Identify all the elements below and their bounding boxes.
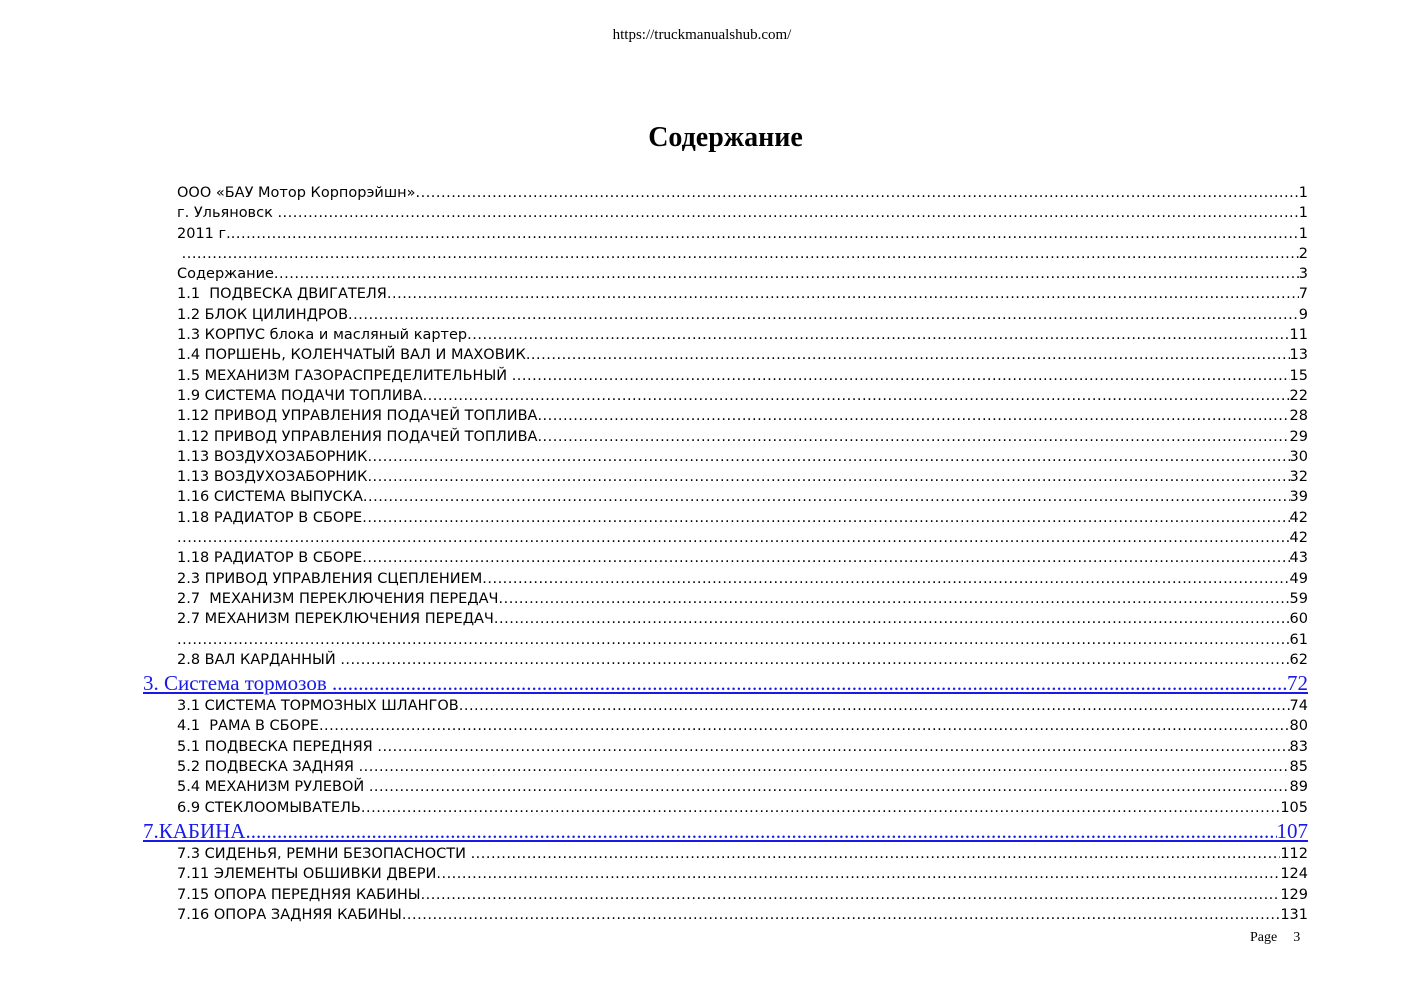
toc-leader-dots: [471, 844, 1281, 864]
toc-leader-dots: [182, 244, 1299, 264]
toc-leader-dots: [482, 569, 1289, 589]
toc-entry: [177, 487, 1308, 507]
toc-entry-label: 7.15 ОПОРА ПЕРЕДНЯЯ КАБИНЫ: [177, 886, 421, 903]
toc-leader-dots: [367, 447, 1289, 467]
toc-entry-label: 5.4 МЕХАНИЗМ РУЛЕВОЙ: [177, 779, 369, 796]
toc-entry: [177, 203, 1308, 223]
toc-entry: [177, 508, 1308, 528]
toc-entry: [177, 757, 1308, 777]
toc-leader-dots: [367, 467, 1289, 487]
toc-entry-label: 5.1 ПОДВЕСКА ПЕРЕДНЯЯ: [177, 738, 378, 755]
toc-entry-page: 124: [1280, 866, 1308, 883]
toc-entry-page: 9: [1298, 306, 1308, 323]
toc-leader-dots: [340, 650, 1289, 670]
toc-leader-dots: [467, 325, 1289, 345]
toc-leader-dots: [512, 366, 1290, 386]
toc-entry-label: 1.13 ВОЗДУХОЗАБОРНИК: [177, 469, 368, 486]
toc-entry: [177, 569, 1308, 589]
toc-leader-dots: [332, 670, 1287, 696]
toc-entry: [177, 650, 1308, 670]
header-url: https://truckmanualshub.com/: [612, 27, 792, 43]
toc-entry: [177, 885, 1308, 905]
toc-entry-page: 112: [1280, 845, 1308, 862]
toc-entry-label: 2.8 ВАЛ КАРДАННЫЙ: [177, 651, 341, 668]
toc-entry-label: 1.2 БЛОК ЦИЛИНДРОВ: [177, 306, 349, 323]
toc-entry: [177, 548, 1308, 568]
toc-entry-label: 7.11 ЭЛЕМЕНТЫ ОБШИВКИ ДВЕРИ: [177, 866, 437, 883]
toc-leader-dots: [363, 487, 1290, 507]
toc-entry-page: 32: [1289, 469, 1308, 486]
toc-entry: [177, 447, 1308, 467]
toc-entry-label: 2.7 МЕХАНИЗМ ПЕРЕКЛЮЧЕНИЯ ПЕРЕДАЧ: [177, 611, 494, 628]
toc-entry: [177, 737, 1308, 757]
toc-entry-label: 7.КАБИНА: [143, 818, 246, 843]
toc-entry-page: 61: [1289, 631, 1308, 648]
toc-leader-dots: [537, 427, 1289, 447]
toc-leader-dots: [402, 905, 1281, 925]
toc-entry-label: г. Ульяновск: [177, 205, 278, 222]
toc-entry-label: 1.12 ПРИВОД УПРАВЛЕНИЯ ПОДАЧЕЙ ТОПЛИВА: [177, 408, 538, 425]
toc-entry: [177, 244, 1308, 264]
toc-entry: [177, 264, 1308, 284]
toc-entry-label: 1.18 РАДИАТОР В СБОРЕ: [177, 550, 363, 567]
toc-entry-label: 5.2 ПОДВЕСКА ЗАДНЯЯ: [177, 759, 359, 776]
toc-entry: [177, 386, 1308, 406]
toc-entry-page: 72: [1287, 671, 1308, 696]
toc-entry: [177, 864, 1308, 884]
toc-entry-label: 1.9 СИСТЕМА ПОДАЧИ ТОПЛИВА: [177, 387, 423, 404]
toc-entry-page: 13: [1289, 347, 1308, 364]
toc-entry-label: Содержание: [177, 266, 274, 283]
toc-entry: [177, 905, 1308, 925]
toc-entry-label: 2.7 МЕХАНИЗМ ПЕРЕКЛЮЧЕНИЯ ПЕРЕДАЧ: [177, 590, 499, 607]
toc-entry-label: 1.13 ВОЗДУХОЗАБОРНИК: [177, 448, 368, 465]
page-footer: [1250, 930, 1300, 946]
toc-entry-page: 2: [1298, 245, 1308, 262]
toc-entry-page: 85: [1289, 759, 1308, 776]
toc-entry-label: 1.4 ПОРШЕНЬ, КОЛЕНЧАТЫЙ ВАЛ И МАХОВИК: [177, 347, 526, 364]
toc-leader-dots: [369, 777, 1290, 797]
toc-leader-dots: [245, 818, 1276, 844]
toc-leader-dots: [319, 716, 1290, 736]
toc-leader-dots: [415, 183, 1298, 203]
toc-entry: [177, 224, 1308, 244]
toc-leader-dots: [277, 203, 1298, 223]
toc-entry: [177, 467, 1308, 487]
toc-entry-page: 15: [1289, 367, 1308, 384]
toc-leader-dots: [362, 508, 1289, 528]
toc-entry-page: 7: [1298, 286, 1308, 303]
toc-entry-label: 1.3 КОРПУС блока и масляный картер: [177, 327, 468, 344]
toc-entry-label: 1.1 ПОДВЕСКА ДВИГАТЕЛЯ: [177, 286, 387, 303]
toc-entry: [177, 696, 1308, 716]
toc-entry-label: 1.18 РАДИАТОР В СБОРЕ: [177, 509, 363, 526]
toc-entry-page: 29: [1289, 428, 1308, 445]
toc-entry: [177, 589, 1308, 609]
page-title: Содержание: [648, 122, 803, 153]
toc-entry-page: 62: [1289, 651, 1308, 668]
toc-entry: [177, 284, 1308, 304]
toc-leader-dots: [361, 798, 1280, 818]
toc-entry-page: 129: [1280, 886, 1308, 903]
toc-entry-label: 1.5 МЕХАНИЗМ ГАЗОРАСПРЕДЕЛИТЕЛЬНЫЙ: [177, 367, 512, 384]
table-of-contents: [0, 183, 1404, 925]
toc-leader-dots: [436, 864, 1280, 884]
toc-entry-page: 30: [1289, 448, 1308, 465]
toc-entry-page: 60: [1289, 611, 1308, 628]
toc-entry-page: 22: [1289, 387, 1308, 404]
toc-leader-dots: [526, 345, 1290, 365]
toc-leader-dots: [177, 630, 1290, 650]
toc-entry-label: 3. Система тормозов: [143, 671, 332, 696]
toc-entry: [177, 183, 1308, 203]
toc-entry-page: 74: [1289, 698, 1308, 715]
toc-entry-page: 42: [1289, 509, 1308, 526]
toc-link-entry[interactable]: [143, 670, 1308, 696]
toc-entry-page: 43: [1289, 550, 1308, 567]
toc-entry-page: 59: [1289, 590, 1308, 607]
toc-entry: [177, 325, 1308, 345]
toc-entry-page: 1: [1298, 205, 1308, 222]
toc-leader-dots: [362, 548, 1289, 568]
toc-entry: [177, 427, 1308, 447]
toc-entry: [177, 777, 1308, 797]
toc-entry: [177, 345, 1308, 365]
toc-leader-dots: [421, 885, 1281, 905]
toc-leader-dots: [537, 406, 1289, 426]
toc-leader-dots: [274, 264, 1299, 284]
toc-entry-page: 39: [1289, 489, 1308, 506]
toc-leader-dots: [494, 609, 1290, 629]
toc-entry-page: 89: [1289, 779, 1308, 796]
footer-page-label: Page: [1250, 930, 1278, 945]
toc-entry-label: 7.16 ОПОРА ЗАДНЯЯ КАБИНЫ: [177, 906, 402, 923]
toc-entry: [177, 528, 1308, 548]
toc-entry-page: 83: [1289, 738, 1308, 755]
toc-link-entry[interactable]: [143, 818, 1308, 844]
toc-entry-label: 7.3 СИДЕНЬЯ, РЕМНИ БЕЗОПАСНОСТИ: [177, 845, 471, 862]
toc-leader-dots: [177, 528, 1290, 548]
footer-page-number: 3: [1293, 930, 1301, 945]
toc-entry: [177, 406, 1308, 426]
toc-entry-page: 49: [1289, 570, 1308, 587]
toc-entry: [177, 366, 1308, 386]
toc-leader-dots: [387, 284, 1299, 304]
toc-entry: [177, 798, 1308, 818]
toc-entry: [177, 716, 1308, 736]
toc-leader-dots: [231, 224, 1299, 244]
toc-entry-page: 1: [1298, 185, 1308, 201]
toc-entry: [177, 305, 1308, 325]
toc-entry-label: 6.9 СТЕКЛООМЫВАТЕЛЬ: [177, 799, 361, 816]
toc-entry-page: 1: [1298, 225, 1308, 242]
toc-entry-label: ООО «БАУ Мотор Корпорэйшн»: [177, 185, 416, 201]
toc-entry-label: 3.1 СИСТЕМА ТОРМОЗНЫХ ШЛАНГОВ: [177, 698, 459, 715]
toc-leader-dots: [348, 305, 1299, 325]
toc-entry: [177, 844, 1308, 864]
toc-leader-dots: [499, 589, 1290, 609]
toc-entry-page: 105: [1280, 799, 1308, 816]
toc-entry-page: 107: [1276, 818, 1308, 843]
toc-entry: [177, 630, 1308, 650]
toc-leader-dots: [459, 696, 1290, 716]
toc-leader-dots: [423, 386, 1290, 406]
toc-leader-dots: [359, 757, 1290, 777]
toc-entry-page: 11: [1289, 327, 1308, 344]
toc-entry-page: 80: [1289, 718, 1308, 735]
toc-leader-dots: [377, 737, 1289, 757]
toc-entry-label: 1.12 ПРИВОД УПРАВЛЕНИЯ ПОДАЧЕЙ ТОПЛИВА: [177, 428, 538, 445]
toc-entry-page: 42: [1289, 530, 1308, 547]
toc-entry-page: 3: [1298, 266, 1308, 283]
toc-entry-page: 131: [1280, 906, 1308, 923]
toc-entry: [177, 609, 1308, 629]
toc-entry-label: 1.16 СИСТЕМА ВЫПУСКА: [177, 489, 363, 506]
toc-entry-page: 28: [1289, 408, 1308, 425]
toc-entry-label: 4.1 РАМА В СБОРЕ: [177, 718, 319, 735]
toc-entry-label: 2.3 ПРИВОД УПРАВЛЕНИЯ СЦЕПЛЕНИЕМ: [177, 570, 483, 587]
toc-entry-label: 2011 г.: [177, 225, 231, 242]
